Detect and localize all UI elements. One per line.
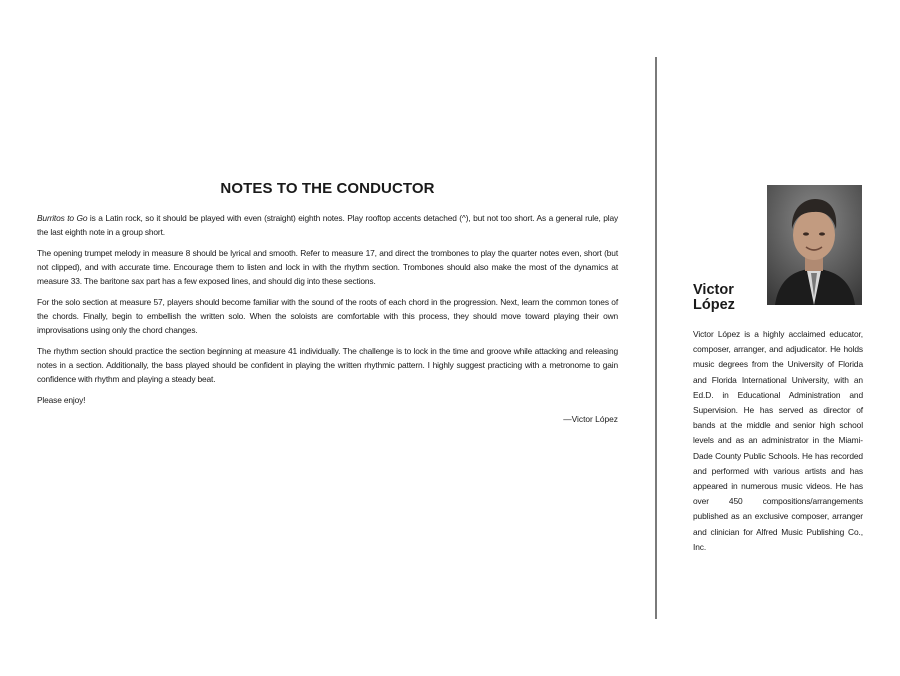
- bio-last-name: López: [693, 297, 735, 313]
- notes-section: [37, 180, 618, 424]
- notes-paragraph-4: The rhythm section should practice the section beginning at measure 41 individually. The challenge is to lock in the time and groove while attacking and releasing notes in a section. Additionally, the bass played should be confident in playing the written rhythmic pattern. I highly suggest practicing with a metronome to gain confidence with rhythm and playing a steady beat.: [37, 346, 618, 384]
- notes-title: NOTES TO THE CONDUCTOR: [220, 180, 435, 197]
- notes-paragraph-3: For the solo section at measure 57, players should become familiar with the sound of the roots of each chord in the progression. Next, learn the common tones of the chords. Finally, begin to embellish the written solo. When the soloists are comfortable with this process, they should move toward playing their own improvisations using only the chord changes.: [37, 297, 618, 335]
- column-divider: [655, 57, 657, 619]
- notes-paragraph-2: The opening trumpet melody in measure 8 should be lyrical and smooth. Refer to measure 17, and direct the trombones to play the quarter notes even, short (but not clipped), and with accurate time. Encourage them to listen and lock in with the rhythm section. Trombones should also make the most of the dynamics at measure 33. The baritone sax part has a few exposed lines, and should dig into these sections.: [37, 248, 618, 286]
- bio-text: Victor López is a highly acclaimed educator, composer, arranger, and adjudicator. He holds music degrees from the University of Florida and Florida International University, with an Ed.D. in Educational Administration and Supervision. He has served as director of bands at the middle and senior high school levels and as an administrator in the Miami-Dade County Public Schools. He has recorded and performed with various artists and has appeared in numerous music videos. He has over 450 compositions/arrangements published as an exclusive composer, arranger and clinician for Alfred Music Publishing Co., Inc.: [693, 329, 863, 552]
- signature: —Victor López: [563, 414, 618, 424]
- notes-closing: Please enjoy!: [37, 395, 86, 405]
- bio-name: [693, 283, 735, 313]
- bio-first-name: Victor: [693, 282, 734, 298]
- portrait-image: [767, 185, 862, 305]
- notes-paragraph-1-text: is a Latin rock, so it should be played with even (straight) eighth notes. Play rooftop accents detached (^), but not too short. As a general rule, play the last eighth note in a group short.: [37, 213, 618, 237]
- notes-paragraph-1: [37, 211, 618, 239]
- piece-title: Burritos to Go: [37, 213, 88, 223]
- author-photo: [767, 185, 862, 305]
